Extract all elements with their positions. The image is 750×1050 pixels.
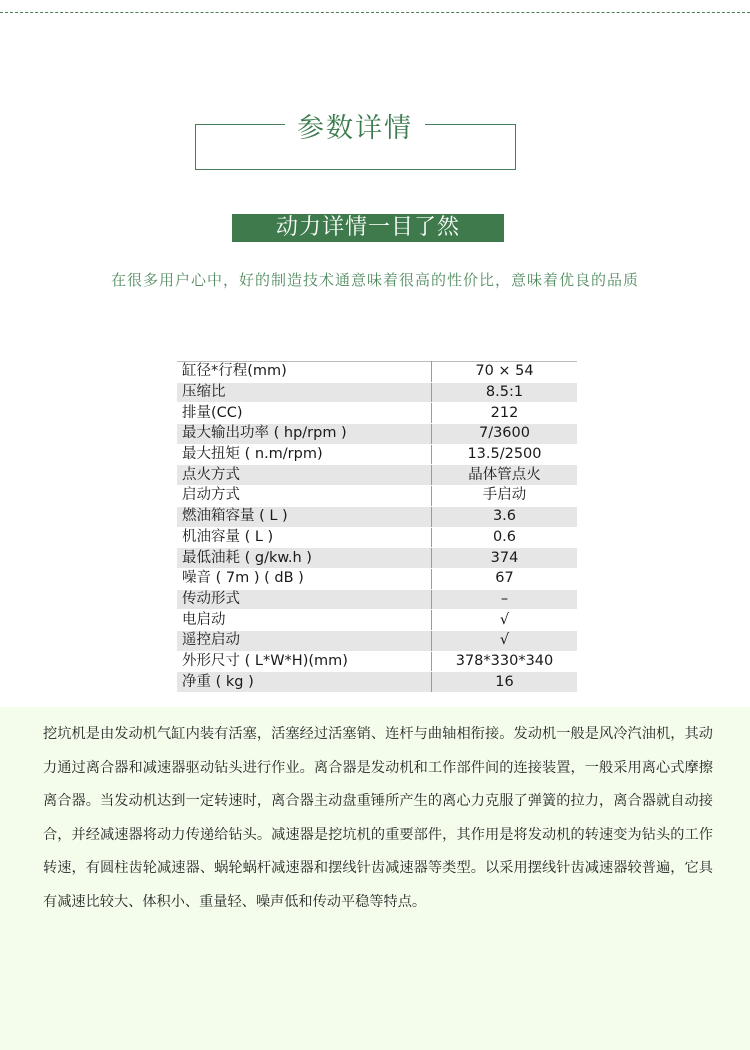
spec-label: 电启动 <box>177 610 431 631</box>
spec-row <box>177 486 577 507</box>
spec-value: 212 <box>431 403 577 424</box>
spec-row <box>177 382 577 403</box>
spec-value: – <box>431 589 577 610</box>
spec-value: 晶体管点火 <box>431 465 577 486</box>
spec-row <box>177 568 577 589</box>
spec-value: 8.5:1 <box>431 382 577 403</box>
spec-label: 最低油耗 ( g/kw.h ) <box>177 548 431 569</box>
spec-value: 374 <box>431 548 577 569</box>
spec-row <box>177 527 577 548</box>
spec-label: 传动形式 <box>177 589 431 610</box>
spec-label: 最大输出功率 ( hp/rpm ) <box>177 424 431 445</box>
spec-row <box>177 424 577 445</box>
spec-value: 7/3600 <box>431 424 577 445</box>
spec-row <box>177 589 577 610</box>
spec-row <box>177 465 577 486</box>
spec-value: 16 <box>431 672 577 693</box>
spec-row <box>177 630 577 651</box>
spec-label: 外形尺寸 ( L*W*H)(mm) <box>177 651 431 672</box>
spec-label: 遥控启动 <box>177 630 431 651</box>
section-title: 参数详情 <box>285 112 425 146</box>
spec-value: √ <box>431 630 577 651</box>
intro-text: 在很多用户心中，好的制造技术通意味着很高的性价比，意味着优良的品质 <box>110 271 639 289</box>
spec-value: 378*330*340 <box>431 651 577 672</box>
spec-label: 噪音 ( 7m ) ( dB ) <box>177 568 431 589</box>
spec-value: 70 × 54 <box>431 362 577 383</box>
spec-row <box>177 610 577 631</box>
description-text: 挖坑机是由发动机气缸内装有活塞，活塞经过活塞销、连杆与曲轴相衔接。发动机一般是风冷汽油机，其动力通过离合器和减速器驱动钻头进行作业。离合器是发动机和工作部件间的连接装置，一般采用离心式摩擦离合器。当发动机达到一定转速时，离合器主动盘重锤所产生的离心力克服了弹簧的拉力，离合器就自动接合，并经减速器将动力传递给钻头。减速器是挖坑机的重要部件，其作用是将发动机的转速变为钻头的工作转速，有圆柱齿轮减速器、蜗轮蜗杆减速器和摆线针齿减速器等类型。以采用摆线针齿减速器较普遍，它具有减速比较大、体积小、重量轻、噪声低和传动平稳等特点。 <box>43 726 713 910</box>
spec-label: 净重 ( kg ) <box>177 672 431 693</box>
spec-row <box>177 362 577 383</box>
spec-row <box>177 672 577 693</box>
spec-label: 排量(CC) <box>177 403 431 424</box>
spec-label: 最大扭矩 ( n.m/rpm) <box>177 444 431 465</box>
top-dashed-divider <box>0 12 750 13</box>
spec-row <box>177 548 577 569</box>
spec-value: 0.6 <box>431 527 577 548</box>
spec-label: 燃油箱容量 ( L ) <box>177 506 431 527</box>
spec-label: 缸径*行程(mm) <box>177 362 431 383</box>
banner-heading: 动力详情一目了然 <box>232 214 504 242</box>
spec-value: 3.6 <box>431 506 577 527</box>
spec-label: 启动方式 <box>177 486 431 507</box>
spec-table <box>177 361 577 693</box>
spec-row <box>177 651 577 672</box>
spec-value: 67 <box>431 568 577 589</box>
spec-label: 压缩比 <box>177 382 431 403</box>
spec-row <box>177 403 577 424</box>
spec-label: 机油容量 ( L ) <box>177 527 431 548</box>
spec-label: 点火方式 <box>177 465 431 486</box>
spec-value: 13.5/2500 <box>431 444 577 465</box>
spec-row <box>177 444 577 465</box>
spec-value: 手启动 <box>431 486 577 507</box>
spec-value: √ <box>431 610 577 631</box>
spec-row <box>177 506 577 527</box>
